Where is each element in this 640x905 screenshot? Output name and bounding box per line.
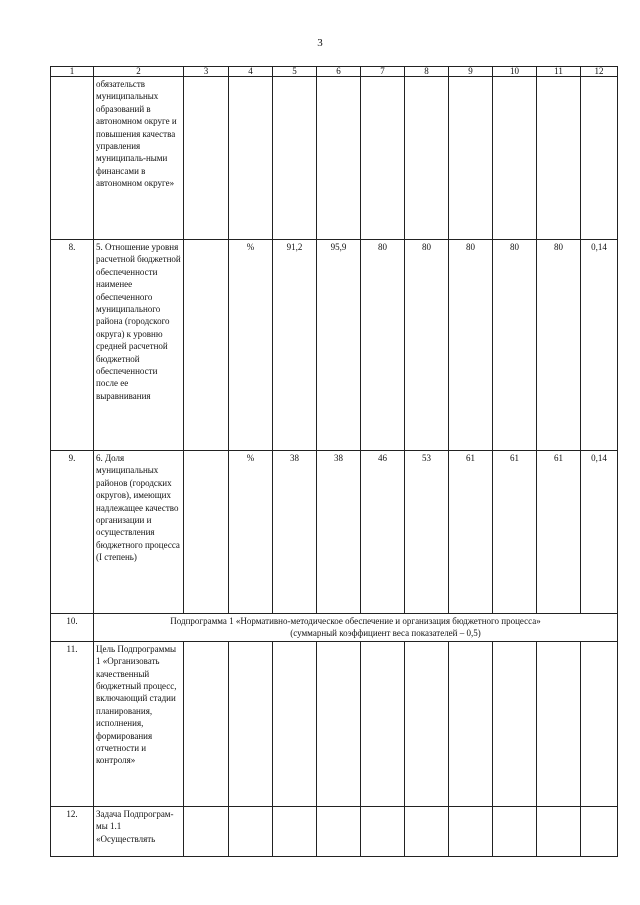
weight-cell: [581, 806, 618, 856]
value-cell: [273, 77, 317, 240]
row-number: 10.: [51, 614, 94, 642]
value-cell: [184, 806, 229, 856]
subprogram-row: [51, 614, 618, 642]
row-number: 11.: [51, 641, 94, 806]
value-cell: 91,2: [273, 240, 317, 451]
value-cell: [361, 641, 405, 806]
value-cell: [537, 641, 581, 806]
value-cell: [317, 641, 361, 806]
header-cell: 3: [184, 67, 229, 77]
weight-cell: [581, 641, 618, 806]
value-cell: [184, 240, 229, 451]
value-cell: 80: [405, 240, 449, 451]
row-number: 8.: [51, 240, 94, 451]
subprogram-title: [94, 614, 618, 642]
header-cell: 7: [361, 67, 405, 77]
subprogram-name: Подпрограмма 1 «Нормативно-методическое обеспечение и организация бюджетного процесса»: [170, 616, 541, 626]
value-cell: [493, 77, 537, 240]
unit-cell: [229, 641, 273, 806]
value-cell: 61: [493, 451, 537, 614]
value-cell: [273, 641, 317, 806]
unit-cell: [229, 77, 273, 240]
value-cell: [537, 806, 581, 856]
value-cell: [273, 806, 317, 856]
header-cell: 6: [317, 67, 361, 77]
row-number: 9.: [51, 451, 94, 614]
unit-cell: [229, 806, 273, 856]
value-cell: [184, 77, 229, 240]
table-row: [51, 641, 618, 806]
value-cell: [449, 641, 493, 806]
header-cell: 1: [51, 67, 94, 77]
header-cell: 8: [405, 67, 449, 77]
value-cell: 80: [493, 240, 537, 451]
value-cell: [184, 641, 229, 806]
header-cell: 11: [537, 67, 581, 77]
weight-cell: [581, 77, 618, 240]
unit-cell: %: [229, 240, 273, 451]
value-cell: [317, 806, 361, 856]
value-cell: 61: [449, 451, 493, 614]
header-cell: 4: [229, 67, 273, 77]
value-cell: 38: [273, 451, 317, 614]
value-cell: 80: [361, 240, 405, 451]
value-cell: 61: [537, 451, 581, 614]
value-cell: 38: [317, 451, 361, 614]
indicator-text: обязательств муниципальных образований в автономном округе и повышения качества управления муниципаль-ными финансами в автономном округе»: [94, 77, 184, 240]
value-cell: [493, 641, 537, 806]
value-cell: 46: [361, 451, 405, 614]
value-cell: [493, 806, 537, 856]
header-cell: 5: [273, 67, 317, 77]
value-cell: [184, 451, 229, 614]
indicator-text: Задача Подпрограм-мы 1.1 «Осуществлять: [94, 806, 184, 856]
value-cell: [405, 641, 449, 806]
indicator-text: 6. Доля муниципальных районов (городских округов), имеющих надлежащее качество организации и осуществления бюджетного процесса (I степень): [94, 451, 184, 614]
indicator-text: Цель Подпрограммы 1 «Организовать качественный бюджетный процесс, включающий стадии планирования, исполнения, формирования отчетности и контроля»: [94, 641, 184, 806]
header-cell: 10: [493, 67, 537, 77]
value-cell: 53: [405, 451, 449, 614]
value-cell: [449, 806, 493, 856]
weight-cell: 0,14: [581, 240, 618, 451]
subprogram-weight-note: (суммарный коэффициент веса показателей – 0,5): [290, 628, 481, 639]
header-cell: 9: [449, 67, 493, 77]
value-cell: [405, 77, 449, 240]
indicators-table: [50, 66, 618, 857]
header-cell: 12: [581, 67, 618, 77]
value-cell: 80: [537, 240, 581, 451]
row-number: 12.: [51, 806, 94, 856]
table-row: [51, 806, 618, 856]
value-cell: [449, 77, 493, 240]
value-cell: [537, 77, 581, 240]
table-row: [51, 451, 618, 614]
page-number: 3: [317, 37, 323, 49]
table-row: [51, 77, 618, 240]
value-cell: [361, 806, 405, 856]
row-number: [51, 77, 94, 240]
value-cell: [317, 77, 361, 240]
value-cell: 80: [449, 240, 493, 451]
value-cell: [361, 77, 405, 240]
weight-cell: 0,14: [581, 451, 618, 614]
table-row: [51, 240, 618, 451]
header-row: [51, 67, 618, 77]
header-cell: 2: [94, 67, 184, 77]
indicator-text: 5. Отношение уровня расчетной бюджетной обеспеченности наименее обеспеченного муниципального района (городского округа) к уровню средней расчетной бюджетной обеспеченности после ее выравнивания: [94, 240, 184, 451]
value-cell: [405, 806, 449, 856]
value-cell: 95,9: [317, 240, 361, 451]
unit-cell: %: [229, 451, 273, 614]
